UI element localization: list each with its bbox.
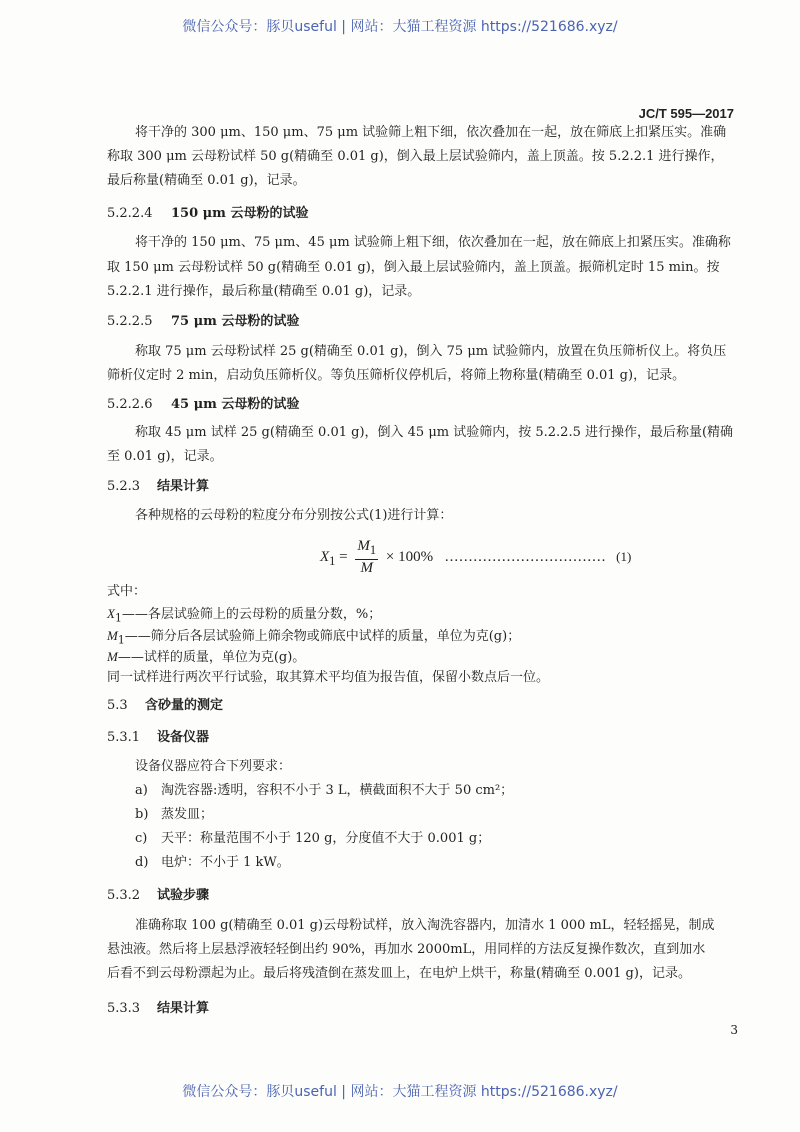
- section-title: 含砂量的测定: [145, 698, 224, 713]
- symbol: M: [107, 628, 118, 643]
- list-item: [135, 782, 513, 800]
- symbol-sub: 1: [114, 611, 122, 625]
- list-text: 天平：称量范围不小于 120 g，分度值不大于 0.001 g；: [161, 831, 491, 846]
- where-note: 同一试样进行两次平行试验，取其算术平均值为报告值，保留小数点后一位。: [107, 670, 550, 685]
- standard-header: JC/T 595—2017: [638, 106, 734, 121]
- section-number: 5.2.2.5: [107, 314, 153, 329]
- definition: ——各层试验筛上的云母粉的质量分数，%；: [121, 607, 382, 622]
- section-number: 5.3.3: [107, 1001, 141, 1016]
- section-heading-532: [107, 887, 209, 905]
- page-number: 3: [730, 1023, 738, 1037]
- formula-fraction: [355, 538, 378, 577]
- numerator: M: [357, 538, 370, 554]
- formula-lhs-sub: 1: [329, 553, 336, 568]
- paragraph-line: 将干净的 300 μm、150 μm、75 μm 试验筛上粗下细，依次叠加在一起，放在筛底上扣紧压实。准确: [135, 125, 727, 140]
- list-marker: c): [135, 831, 148, 846]
- list-text: 蒸发皿；: [161, 807, 214, 822]
- section-number: 5.2.2.6: [107, 397, 153, 412]
- formula-leader: ..................................: [444, 548, 607, 565]
- section-number: 5.3: [107, 698, 128, 713]
- section-heading-523: [107, 478, 209, 496]
- formula-number: (1): [616, 548, 632, 564]
- section-title: 试验步骤: [157, 888, 210, 903]
- list-marker: a): [135, 783, 148, 798]
- section-title: 45 μm 云母粉的试验: [171, 397, 300, 412]
- section-heading-533: [107, 1000, 209, 1018]
- where-item: [107, 605, 381, 628]
- section-number: 5.2.3: [107, 479, 141, 494]
- section-title: 设备仪器: [157, 730, 210, 745]
- section-heading-5224: [107, 205, 308, 223]
- numerator-sub: 1: [369, 543, 377, 557]
- symbol-sub: 1: [117, 633, 125, 647]
- section-heading-53: [107, 697, 223, 715]
- where-item: [107, 627, 520, 650]
- watermark-top: 微信公众号：豚贝useful | 网站：大猫工程资源 https://521686.xyz/: [182, 19, 618, 35]
- formula-1: [320, 538, 631, 577]
- paragraph-line: 称取 75 μm 云母粉试样 25 g(精确至 0.01 g)，倒入 75 μm 试验筛内，放置在负压筛析仪上。将负压: [135, 344, 727, 359]
- denominator: M: [360, 560, 374, 576]
- section-title: 结果计算: [157, 1001, 210, 1016]
- list-item: [135, 806, 213, 824]
- formula-eq: =: [339, 548, 348, 565]
- definition: ——筛分后各层试验筛上筛余物或筛底中试样的质量，单位为克(g)；: [124, 629, 521, 644]
- paragraph-line: 称取 300 μm 云母粉试样 50 g(精确至 0.01 g)，倒入最上层试验筛内，盖上顶盖。按 5.2.2.1 进行操作，: [107, 149, 724, 164]
- list-text: 电炉：不小于 1 kW。: [161, 855, 290, 870]
- section-title: 150 μm 云母粉的试验: [171, 206, 309, 221]
- section-heading-531: [107, 729, 209, 747]
- paragraph-line: 取 150 μm 云母粉试样 50 g(精确至 0.01 g)，倒入最上层试验筛内，盖上顶盖。振筛机定时 15 min。按: [107, 260, 720, 275]
- paragraph-line: 5.2.2.1 进行操作，最后称量(精确至 0.01 g)，记录。: [107, 284, 421, 299]
- section-number: 5.2.2.4: [107, 206, 153, 221]
- paragraph-line: 准确称取 100 g(精确至 0.01 g)云母粉试样，放入淘洗容器内，加清水 1 000 mL，轻轻摇晃，制成: [135, 918, 715, 933]
- paragraph-line: 称取 45 μm 试样 25 g(精确至 0.01 g)，倒入 45 μm 试验筛内，按 5.2.2.5 进行操作，最后称量(精确: [135, 425, 734, 440]
- list-item: [135, 854, 290, 872]
- formula-multiplier: × 100%: [385, 548, 434, 565]
- paragraph-line: 筛析仪定时 2 min，启动负压筛析仪。等负压筛析仪停机后，将筛上物称量(精确至 0.01 g)，记录。: [107, 368, 686, 383]
- symbol: X: [107, 606, 115, 621]
- definition: ——试样的质量，单位为克(g)。: [117, 650, 306, 665]
- where-item: [107, 648, 305, 667]
- section-title: 75 μm 云母粉的试验: [171, 314, 300, 329]
- section-heading-5225: [107, 313, 299, 331]
- section-number: 5.3.1: [107, 730, 141, 745]
- list-marker: b): [135, 807, 149, 822]
- section-heading-5226: [107, 396, 299, 414]
- list-item: [135, 830, 490, 848]
- list-marker: d): [135, 855, 149, 870]
- list-text: 淘洗容器:透明，容积不小于 3 L，横截面积不大于 50 cm²；: [161, 783, 514, 798]
- paragraph-line: 最后称量(精确至 0.01 g)，记录。: [107, 173, 306, 188]
- symbol: M: [107, 649, 118, 664]
- paragraph-line: 后看不到云母粉漂起为止。最后将残渣倒在蒸发皿上，在电炉上烘干，称量(精确至 0.001 g)，记录。: [107, 966, 691, 981]
- where-title: 式中：: [107, 584, 147, 599]
- paragraph-line: 各种规格的云母粉的粒度分布分别按公式(1)进行计算：: [135, 508, 453, 523]
- watermark-bottom: 微信公众号：豚贝useful | 网站：大猫工程资源 https://521686.xyz/: [182, 1084, 618, 1100]
- section-number: 5.3.2: [107, 888, 141, 903]
- paragraph-line: 至 0.01 g)，记录。: [107, 449, 223, 464]
- paragraph-line: 将干净的 150 μm、75 μm、45 μm 试验筛上粗下细，依次叠加在一起，放在筛底上扣紧压实。准确称: [135, 235, 731, 250]
- paragraph-line: 悬浊液。然后将上层悬浮液轻轻倒出约 90%，再加水 2000mL，用同样的方法反复操作数次，直到加水: [107, 942, 706, 957]
- section-title: 结果计算: [157, 479, 210, 494]
- formula-lhs: X: [320, 548, 330, 565]
- paragraph-line: 设备仪器应符合下列要求：: [135, 759, 292, 774]
